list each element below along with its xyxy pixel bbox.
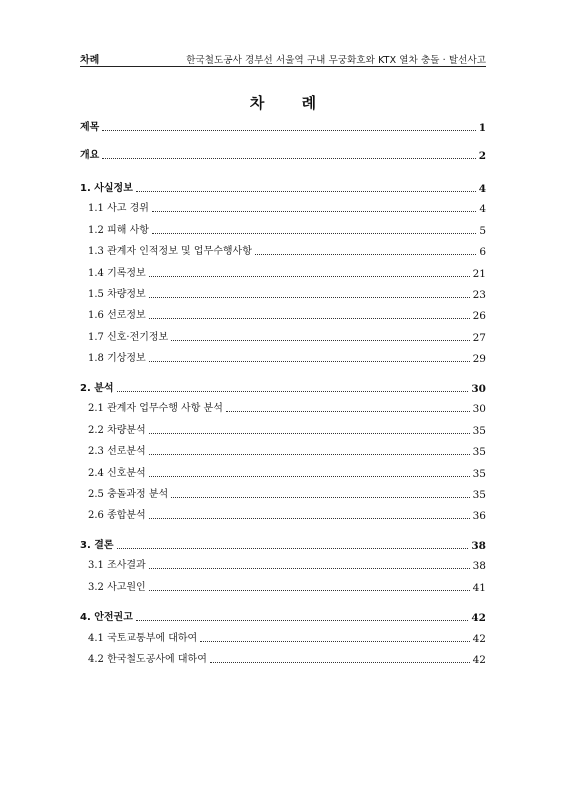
toc-leader-dots bbox=[149, 432, 470, 434]
toc-page-number: 4 bbox=[478, 183, 486, 195]
toc-section-entry bbox=[80, 178, 486, 196]
toc-subsection-entry bbox=[88, 398, 486, 416]
toc-entry-label: 1.8 기상정보 bbox=[88, 353, 146, 364]
toc-page-number: 42 bbox=[472, 633, 486, 645]
toc-entry-label: 2.3 선로분석 bbox=[88, 446, 146, 457]
toc-page-number: 23 bbox=[472, 289, 486, 301]
toc-leader-dots bbox=[171, 496, 469, 498]
toc-page-number: 35 bbox=[472, 489, 486, 501]
toc-subsection-entry bbox=[88, 305, 486, 323]
toc-subsection-entry bbox=[88, 198, 486, 216]
toc-entry-label: 2.6 종합분석 bbox=[88, 510, 146, 521]
header-section-label: 차례 bbox=[80, 55, 100, 66]
toc-subsection-entry bbox=[88, 484, 486, 502]
toc-entry-label: 제목 bbox=[80, 122, 100, 133]
toc-entry-label: 개요 bbox=[80, 150, 100, 161]
toc-section-entry bbox=[80, 535, 486, 553]
toc-entry-label: 4.2 한국철도공사에 대하여 bbox=[88, 654, 207, 665]
page-title: 차 례 bbox=[249, 94, 333, 112]
toc-subsection-entry bbox=[88, 327, 486, 345]
toc-page-number: 6 bbox=[479, 246, 486, 258]
toc-leader-dots bbox=[149, 475, 470, 477]
toc-subsection-entry bbox=[88, 463, 486, 481]
toc-section-entry bbox=[80, 145, 486, 163]
toc-entry-label: 1.1 사고 경위 bbox=[88, 203, 149, 214]
toc-page-number: 36 bbox=[472, 510, 486, 522]
toc-entry-label: 1.3 관계자 인적정보 및 업무수행사항 bbox=[88, 246, 252, 257]
toc-leader-dots bbox=[149, 317, 470, 319]
toc-entry-label: 3.2 사고원인 bbox=[88, 582, 146, 593]
toc-entry-label: 3. 결론 bbox=[80, 540, 114, 551]
header-report-title: 한국철도공사 경부선 서울역 구내 무궁화호와 KTX 열차 충돌 · 탈선사고 bbox=[186, 55, 486, 66]
toc-leader-dots bbox=[255, 253, 476, 255]
toc-leader-dots bbox=[117, 547, 469, 549]
toc-page-number: 29 bbox=[472, 353, 486, 365]
toc-section-entry bbox=[80, 117, 486, 135]
toc-page-number: 42 bbox=[472, 654, 486, 666]
toc-page-number: 2 bbox=[478, 150, 486, 162]
toc-entry-label: 4.1 국토교통부에 대하여 bbox=[88, 633, 198, 644]
running-header bbox=[80, 51, 486, 66]
toc-entry-label: 3.1 조사결과 bbox=[88, 560, 146, 571]
toc-entry-label: 1.4 기록정보 bbox=[88, 268, 146, 279]
toc-entry-label: 2.4 신호분석 bbox=[88, 468, 146, 479]
toc-leader-dots bbox=[149, 360, 470, 362]
toc-page-number: 38 bbox=[471, 540, 486, 552]
toc-page-number: 27 bbox=[472, 332, 486, 344]
toc-leader-dots bbox=[149, 453, 470, 455]
toc-page-number: 21 bbox=[472, 268, 486, 280]
toc-leader-dots bbox=[152, 210, 476, 212]
header-divider bbox=[80, 66, 486, 67]
toc-page-number: 4 bbox=[479, 203, 486, 215]
toc-subsection-entry bbox=[88, 263, 486, 281]
toc-entry-label: 1.7 신호·전기정보 bbox=[88, 332, 169, 343]
toc-page-number: 1 bbox=[478, 122, 486, 134]
toc-entry-label: 4. 안전권고 bbox=[80, 612, 133, 623]
toc-section-entry bbox=[80, 607, 486, 625]
toc-entry-label: 1.2 피해 사항 bbox=[88, 225, 149, 236]
toc-leader-dots bbox=[149, 296, 470, 298]
toc-page-number: 35 bbox=[472, 425, 486, 437]
toc-subsection-entry bbox=[88, 555, 486, 573]
toc-leader-dots bbox=[226, 410, 470, 412]
toc-subsection-entry bbox=[88, 577, 486, 595]
toc-subsection-entry bbox=[88, 505, 486, 523]
toc-subsection-entry bbox=[88, 441, 486, 459]
toc-leader-dots bbox=[152, 232, 476, 234]
toc-entry-label: 2. 분석 bbox=[80, 383, 114, 394]
toc-page-number: 30 bbox=[472, 403, 486, 415]
toc-entry-label: 2.1 관계자 업무수행 사항 분석 bbox=[88, 403, 223, 414]
toc-page-number: 41 bbox=[472, 582, 486, 594]
toc-page-number: 38 bbox=[472, 560, 486, 572]
toc-leader-dots bbox=[117, 390, 469, 392]
toc-subsection-entry bbox=[88, 241, 486, 259]
toc-leader-dots bbox=[102, 157, 475, 159]
toc-entry-label: 1.5 차량정보 bbox=[88, 289, 146, 300]
toc-subsection-entry bbox=[88, 284, 486, 302]
toc-leader-dots bbox=[149, 589, 470, 591]
toc-page-number: 26 bbox=[472, 310, 486, 322]
toc-leader-dots bbox=[149, 517, 470, 519]
toc-leader-dots bbox=[171, 339, 469, 341]
toc-leader-dots bbox=[136, 619, 468, 621]
toc-leader-dots bbox=[149, 275, 470, 277]
toc-section-entry bbox=[80, 378, 486, 396]
toc-subsection-entry bbox=[88, 628, 486, 646]
toc-page-number: 42 bbox=[471, 612, 486, 624]
toc-entry-label: 2.5 충돌과정 분석 bbox=[88, 489, 169, 500]
toc-page-number: 35 bbox=[472, 446, 486, 458]
toc-subsection-entry bbox=[88, 649, 486, 667]
toc-entry-label: 2.2 차량분석 bbox=[88, 425, 146, 436]
toc-subsection-entry bbox=[88, 420, 486, 438]
toc-page-number: 35 bbox=[472, 468, 486, 480]
toc-leader-dots bbox=[102, 129, 475, 131]
toc-subsection-entry bbox=[88, 220, 486, 238]
toc-entry-label: 1. 사실정보 bbox=[80, 183, 133, 194]
toc-leader-dots bbox=[136, 190, 476, 192]
toc-leader-dots bbox=[210, 661, 470, 663]
toc-subsection-entry bbox=[88, 348, 486, 366]
toc-page-number: 30 bbox=[471, 383, 486, 395]
toc-leader-dots bbox=[200, 640, 469, 642]
toc-entry-label: 1.6 선로정보 bbox=[88, 310, 146, 321]
toc-leader-dots bbox=[149, 567, 470, 569]
toc-page-number: 5 bbox=[479, 225, 486, 237]
